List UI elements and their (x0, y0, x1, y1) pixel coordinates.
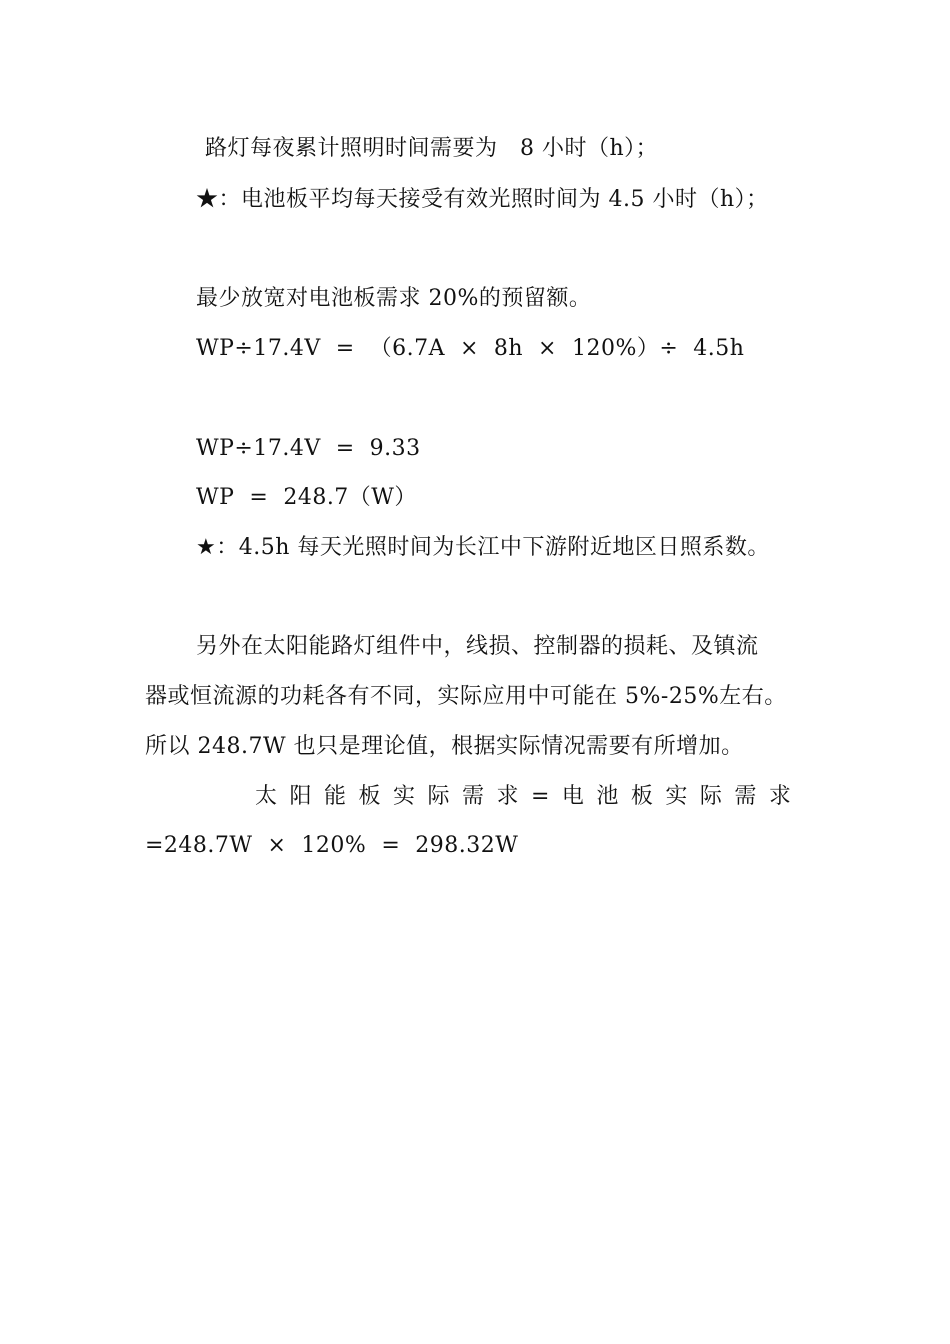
formula-line-3: WP = 248.7（W） (196, 485, 417, 510)
paragraph-line-1: 另外在太阳能路灯组件中，线损、控制器的损耗、及镇流 (196, 634, 759, 659)
text-line-1: 路灯每夜累计照明时间需要为 8 小时（h）； (205, 136, 659, 161)
result-line: =248.7W × 120% = 298.32W (145, 833, 519, 858)
paragraph-line-4: 太阳能板实际需求=电池板实际需求 (255, 784, 804, 809)
paragraph-line-2: 器或恒流源的功耗各有不同，实际应用中可能在 5%-25%左右。 (145, 684, 787, 709)
paragraph-line-3: 所以 248.7W 也只是理论值，根据实际情况需要有所增加。 (145, 734, 744, 759)
text-line-3: 最少放宽对电池板需求 20%的预留额。 (196, 286, 592, 311)
formula-line-2: WP÷17.4V = 9.33 (196, 436, 421, 461)
formula-line-1: WP÷17.4V = （6.7A × 8h × 120%）÷ 4.5h (196, 336, 745, 361)
text-line-2: ★：电池板平均每天接受有效光照时间为 4.5 小时（h）； (196, 187, 769, 212)
text-line-4: ★：4.5h 每天光照时间为长江中下游附近地区日照系数。 (196, 535, 770, 560)
